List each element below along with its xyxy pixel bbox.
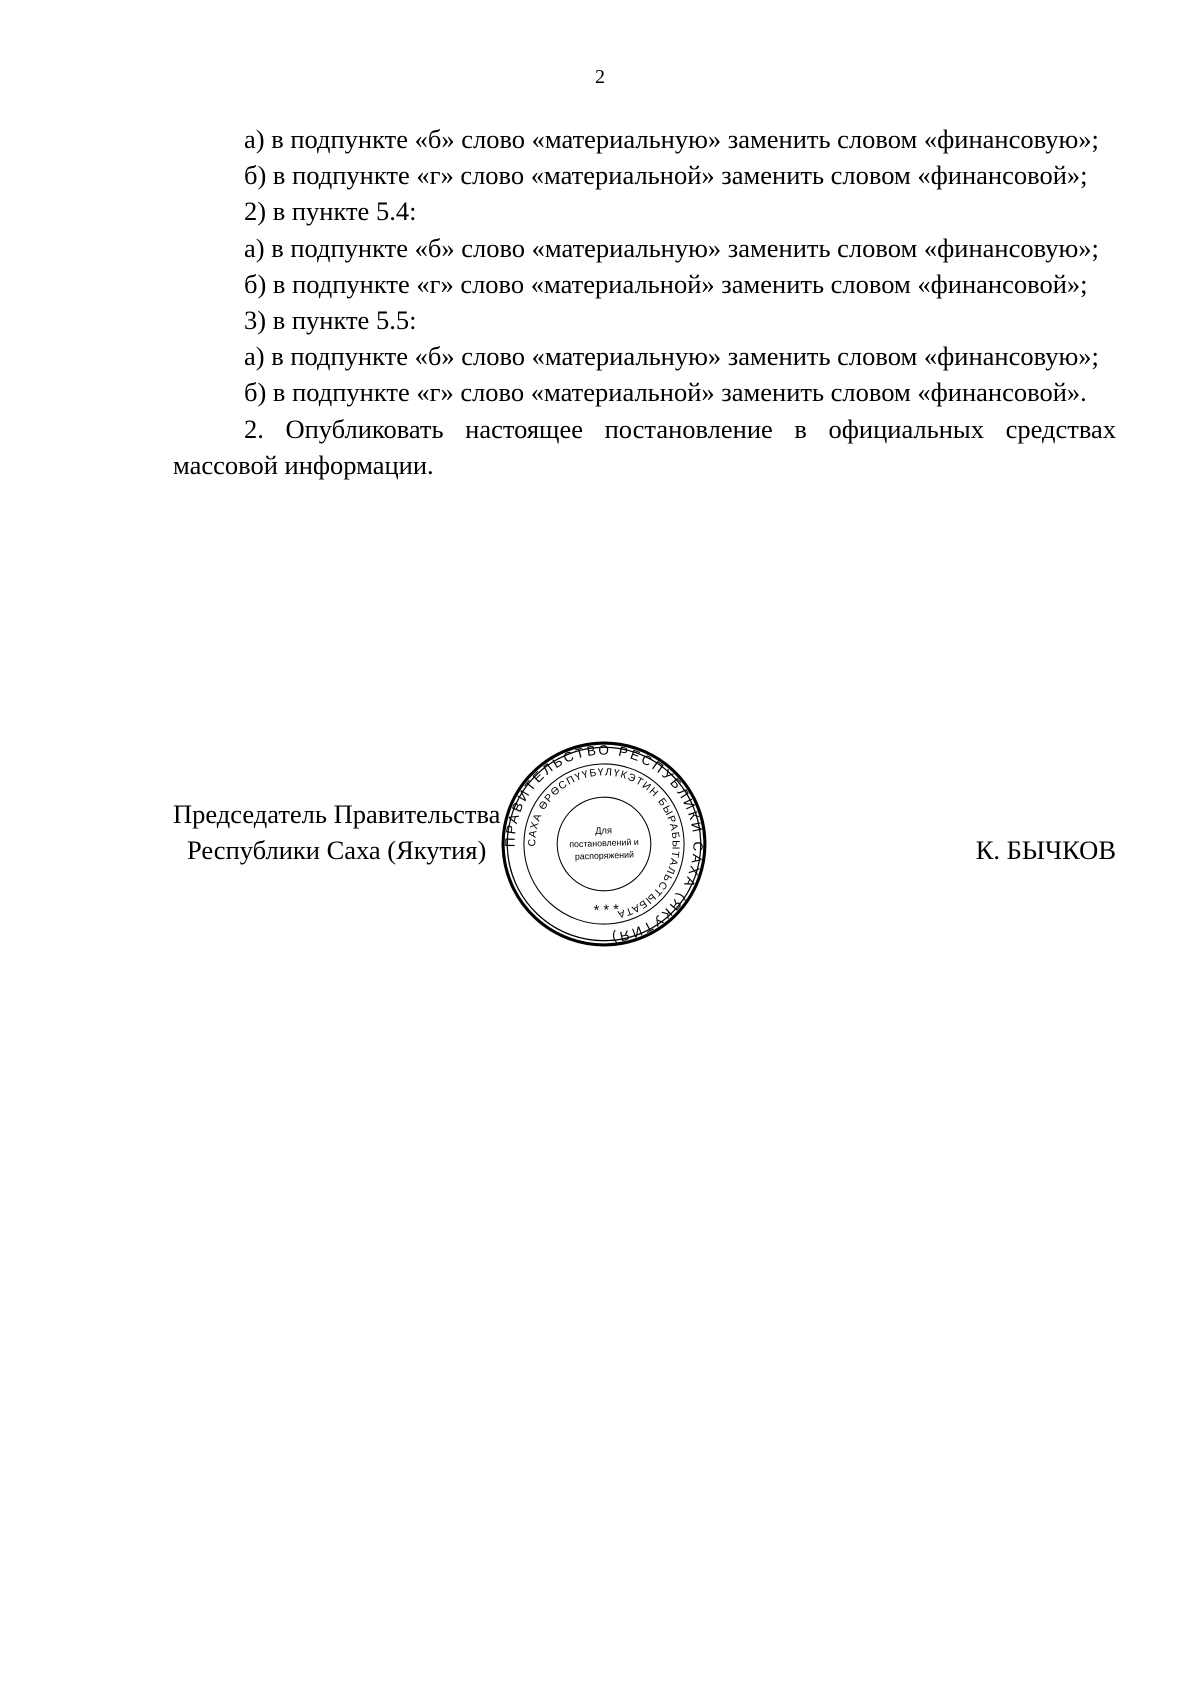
signatory-name: К. БЫЧКОВ: [975, 835, 1116, 865]
seal-outer-textpath: ПРАВИТЕЛЬСТВО РЕСПУБЛИКИ САХА (ЯКУТИЯ): [502, 742, 706, 946]
signatory-position: [173, 796, 500, 868]
page-number: 2: [595, 66, 605, 88]
seal-inner-textpath: САХА ӨРӨСПҮҮБҮЛҮКЭТИН БЫРАБЫТАЛЬСТЫБАТА: [527, 767, 681, 920]
body-paragraph: б) в подпункте «г» слово «материальной» заменить словом «финансовой»;: [244, 160, 1088, 191]
seal-stars: * * *: [593, 902, 620, 920]
signatory-position-line1: Председатель Правительства: [173, 799, 501, 829]
signatory-position-line2: Республики Саха (Якутия): [187, 835, 487, 865]
body-paragraph: а) в подпункте «б» слово «материальную» заменить словом «финансовую»;: [244, 232, 1099, 263]
body-paragraph: 3) в пункте 5.5:: [244, 305, 417, 336]
body-paragraph: б) в подпункте «г» слово «материальной» заменить словом «финансовой».: [244, 377, 1087, 408]
body-paragraph: а) в подпункте «б» слово «материальную» заменить словом «финансовую»;: [244, 124, 1099, 154]
document-body: [173, 121, 1116, 483]
official-seal-stamp: [496, 736, 711, 951]
body-paragraph: 2. Опубликовать настоящее постановление в официальных средствах массовой информации.: [173, 413, 1116, 480]
body-paragraph: а) в подпункте «б» слово «материальную» заменить словом «финансовую»;: [244, 341, 1099, 372]
seal-center-line1: Для: [594, 825, 613, 836]
seal-center-line3: распоряжений: [574, 849, 635, 862]
body-paragraph: б) в подпункте «г» слово «материальной» заменить словом «финансовой»;: [244, 268, 1088, 299]
body-paragraph: 2) в пункте 5.4:: [244, 196, 417, 227]
seal-center-line2: постановлений и: [569, 836, 639, 850]
